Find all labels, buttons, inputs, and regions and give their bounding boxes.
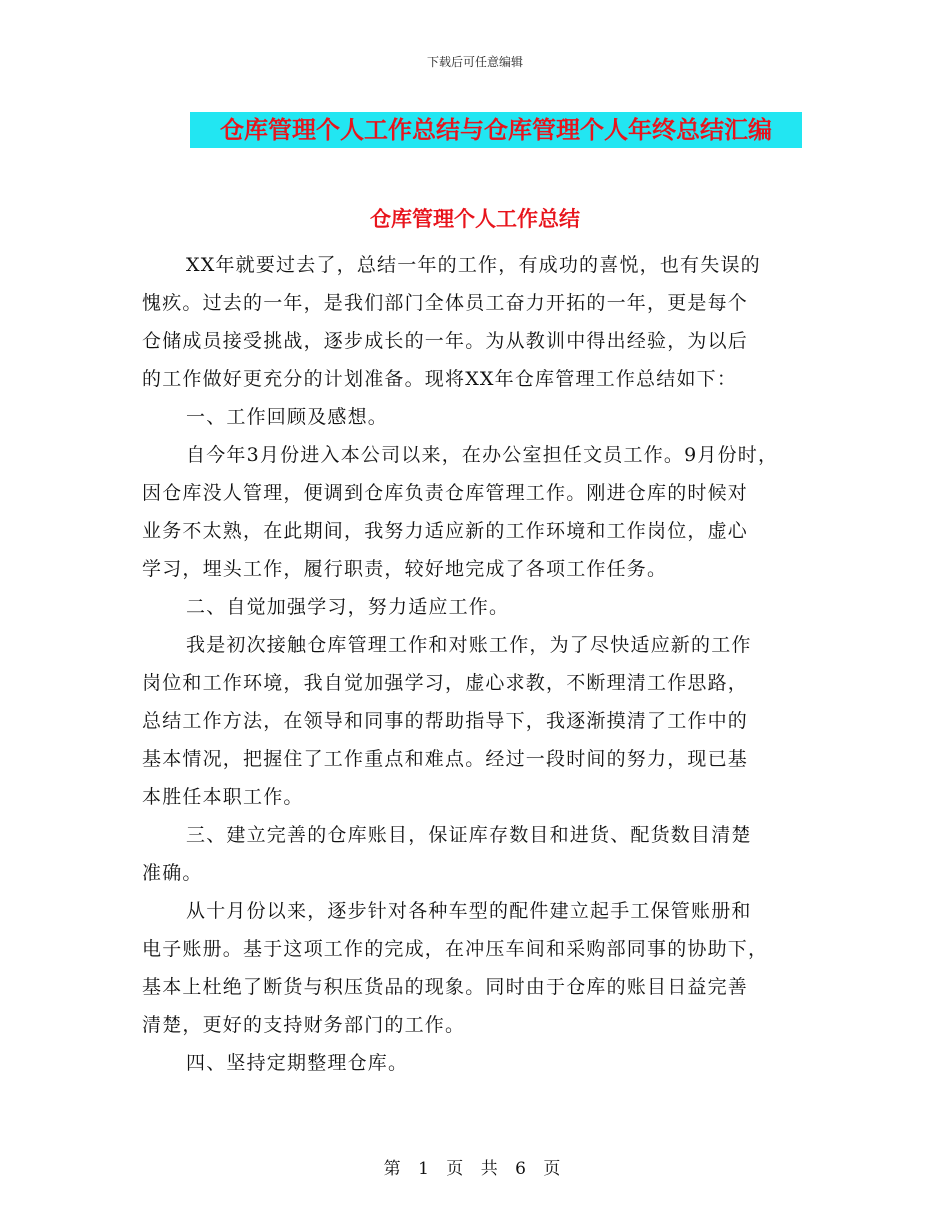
text-line: 我是初次接触仓库管理工作和对账工作，为了尽快适应新的工作 — [186, 634, 752, 656]
text-line: 二、自觉加强学习，努力适应工作。 — [186, 596, 510, 618]
text-line: 从十月份以来，逐步针对各种车型的配件建立起手工保管账册和 — [186, 900, 752, 922]
section-title: 仓库管理个人工作总结 — [370, 206, 580, 231]
document-body — [142, 246, 822, 1082]
text-line: 一、工作回顾及感想。 — [186, 406, 389, 428]
text-line: 本胜任本职工作。 — [142, 786, 304, 808]
text-line: 岗位和工作环境，我自觉加强学习，虚心求教，不断理清工作思路， — [142, 672, 749, 694]
text-line: 基本上杜绝了断货与积压货品的现象。同时由于仓库的账目日益完善 — [142, 976, 749, 998]
text-line: XX年就要过去了，总结一年的工作，有成功的喜悦，也有失误的 — [186, 254, 761, 276]
text-line: 愧疚。过去的一年，是我们部门全体员工奋力开拓的一年，更是每个 — [142, 292, 749, 314]
text-line: 业务不太熟，在此期间，我努力适应新的工作环境和工作岗位，虚心 — [142, 520, 749, 542]
text-line: 因仓库没人管理，便调到仓库负责仓库管理工作。刚进仓库的时候对 — [142, 482, 749, 504]
document-title: 仓库管理个人工作总结与仓库管理个人年终总结汇编 — [190, 112, 802, 148]
text-line: 三、建立完善的仓库账目，保证库存数目和进货、配货数目清楚 — [186, 824, 752, 846]
text-line: 四、坚持定期整理仓库。 — [186, 1052, 409, 1074]
text-line: 的工作做好更充分的计划准备。现将XX年仓库管理工作总结如下： — [142, 368, 738, 390]
text-line: 学习，埋头工作，履行职责，较好地完成了各项工作任务。 — [142, 558, 668, 580]
text-line: 基本情况，把握住了工作重点和难点。经过一段时间的努力，现已基 — [142, 748, 749, 770]
text-line: 电子账册。基于这项工作的完成，在冲压车间和采购部同事的协助下， — [142, 938, 769, 960]
text-line: 自今年3月份进入本公司以来，在办公室担任文员工作。9月份时， — [186, 444, 779, 466]
text-line: 准确。 — [142, 862, 203, 884]
text-line: 总结工作方法，在领导和同事的帮助指导下，我逐渐摸清了工作中的 — [142, 710, 749, 732]
text-line: 仓储成员接受挑战，逐步成长的一年。为从教训中得出经验，为以后 — [142, 330, 749, 352]
header-note: 下载后可任意编辑 — [426, 55, 523, 69]
text-line: 清楚，更好的支持财务部门的工作。 — [142, 1014, 466, 1036]
page-footer: 第 1 页 共 6 页 — [383, 1159, 567, 1179]
